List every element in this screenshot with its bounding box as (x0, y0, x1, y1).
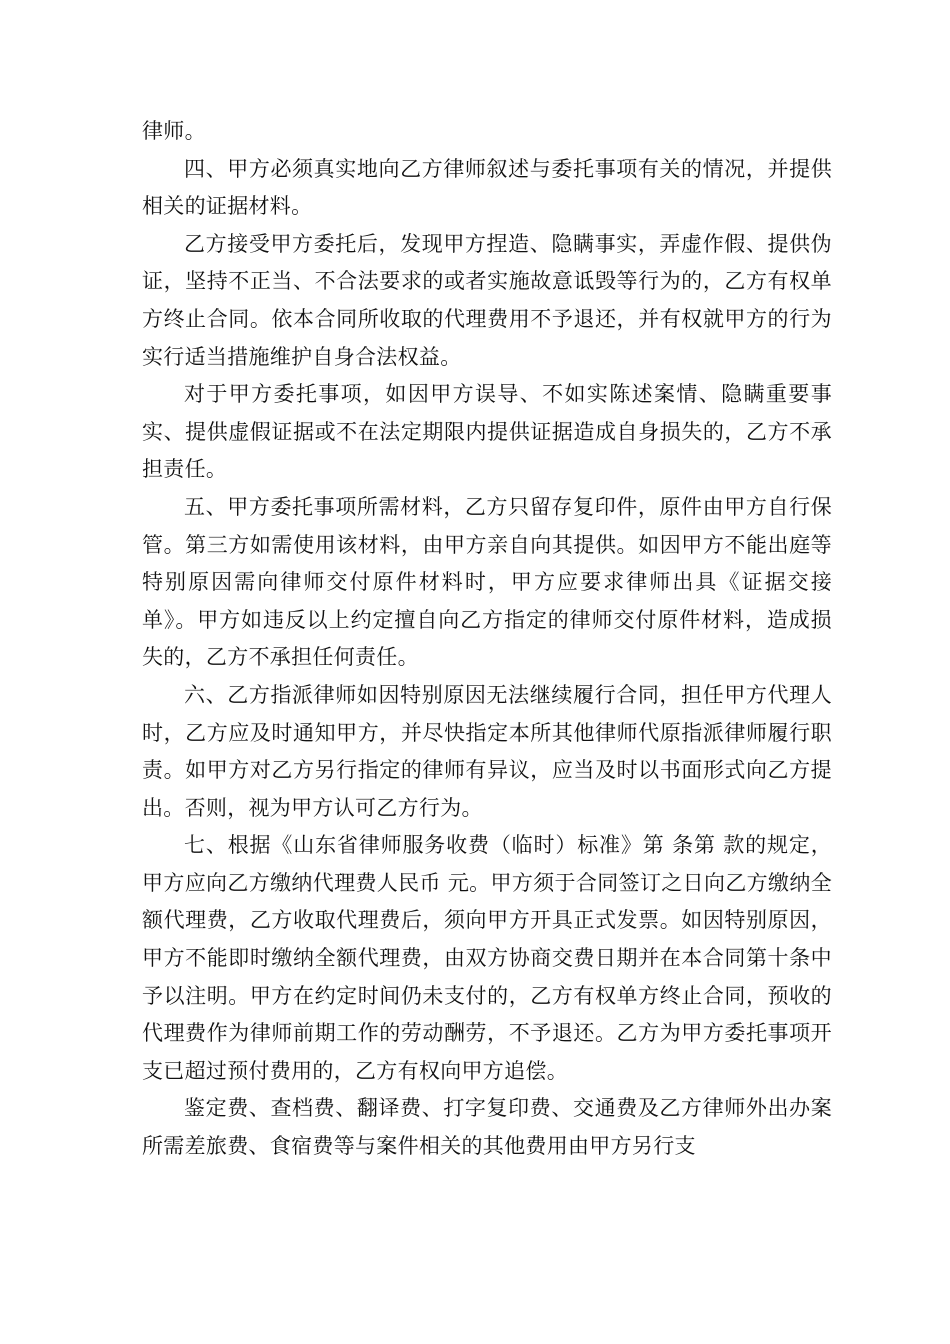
paragraph-clause-6: 六、乙方指派律师如因特别原因无法继续履行合同，担任甲方代理人时，乙方应及时通知甲方，并尽快指定本所其他律师代原指派律师履行职责。如甲方对乙方另行指定的律师有异议，应当及时以书面形式向乙方提出。否则，视为甲方认可乙方行为。 (142, 682, 832, 820)
paragraph-continuation: 律师。 (142, 119, 206, 143)
paragraph-clause-4-termination: 乙方接受甲方委托后，发现甲方捏造、隐瞒事实，弄虚作假、提供伪证，坚持不正当、不合法要求的或者实施故意诋毁等行为的，乙方有权单方终止合同。依本合同所收取的代理费用不予退还，并有权就甲方的行为实行适当措施维护自身合法权益。 (142, 231, 832, 369)
paragraph-clause-5: 五、甲方委托事项所需材料，乙方只留存复印件，原件由甲方自行保管。第三方如需使用该材料，由甲方亲自向其提供。如因甲方不能出庭等特别原因需向律师交付原件材料时，甲方应要求律师出具《证据交接单》。甲方如违反以上约定擅自向乙方指定的律师交付原件材料，造成损失的，乙方不承担任何责任。 (142, 494, 832, 670)
paragraph-clause-4-liability: 对于甲方委托事项，如因甲方误导、不如实陈述案情、隐瞒重要事实、提供虚假证据或不在法定期限内提供证据造成自身损失的，乙方不承担责任。 (142, 382, 832, 482)
paragraph-clause-4: 四、甲方必须真实地向乙方律师叙述与委托事项有关的情况，并提供相关的证据材料。 (142, 156, 832, 219)
paragraph-clause-7-expenses: 鉴定费、查档费、翻译费、打字复印费、交通费及乙方律师外出办案所需差旅费、食宿费等与案件相关的其他费用由甲方另行支 (142, 1096, 832, 1159)
contract-body-text (142, 113, 832, 1166)
paragraph-clause-7: 七、根据《山东省律师服务收费（临时）标准》第 条第 款的规定，甲方应向乙方缴纳代理费人民币 元。甲方须于合同签订之日向乙方缴纳全额代理费，乙方收取代理费后，须向甲方开具正式发票。如因特别原因，甲方不能即时缴纳全额代理费，由双方协商交费日期并在本合同第十条中予以注明。甲方在约定时间仍未支付的，乙方有权单方终止合同，预收的代理费作为律师前期工作的劳动酬劳，不予退还。乙方为甲方委托事项开支已超过预付费用的，乙方有权向甲方追偿。 (142, 833, 832, 1083)
